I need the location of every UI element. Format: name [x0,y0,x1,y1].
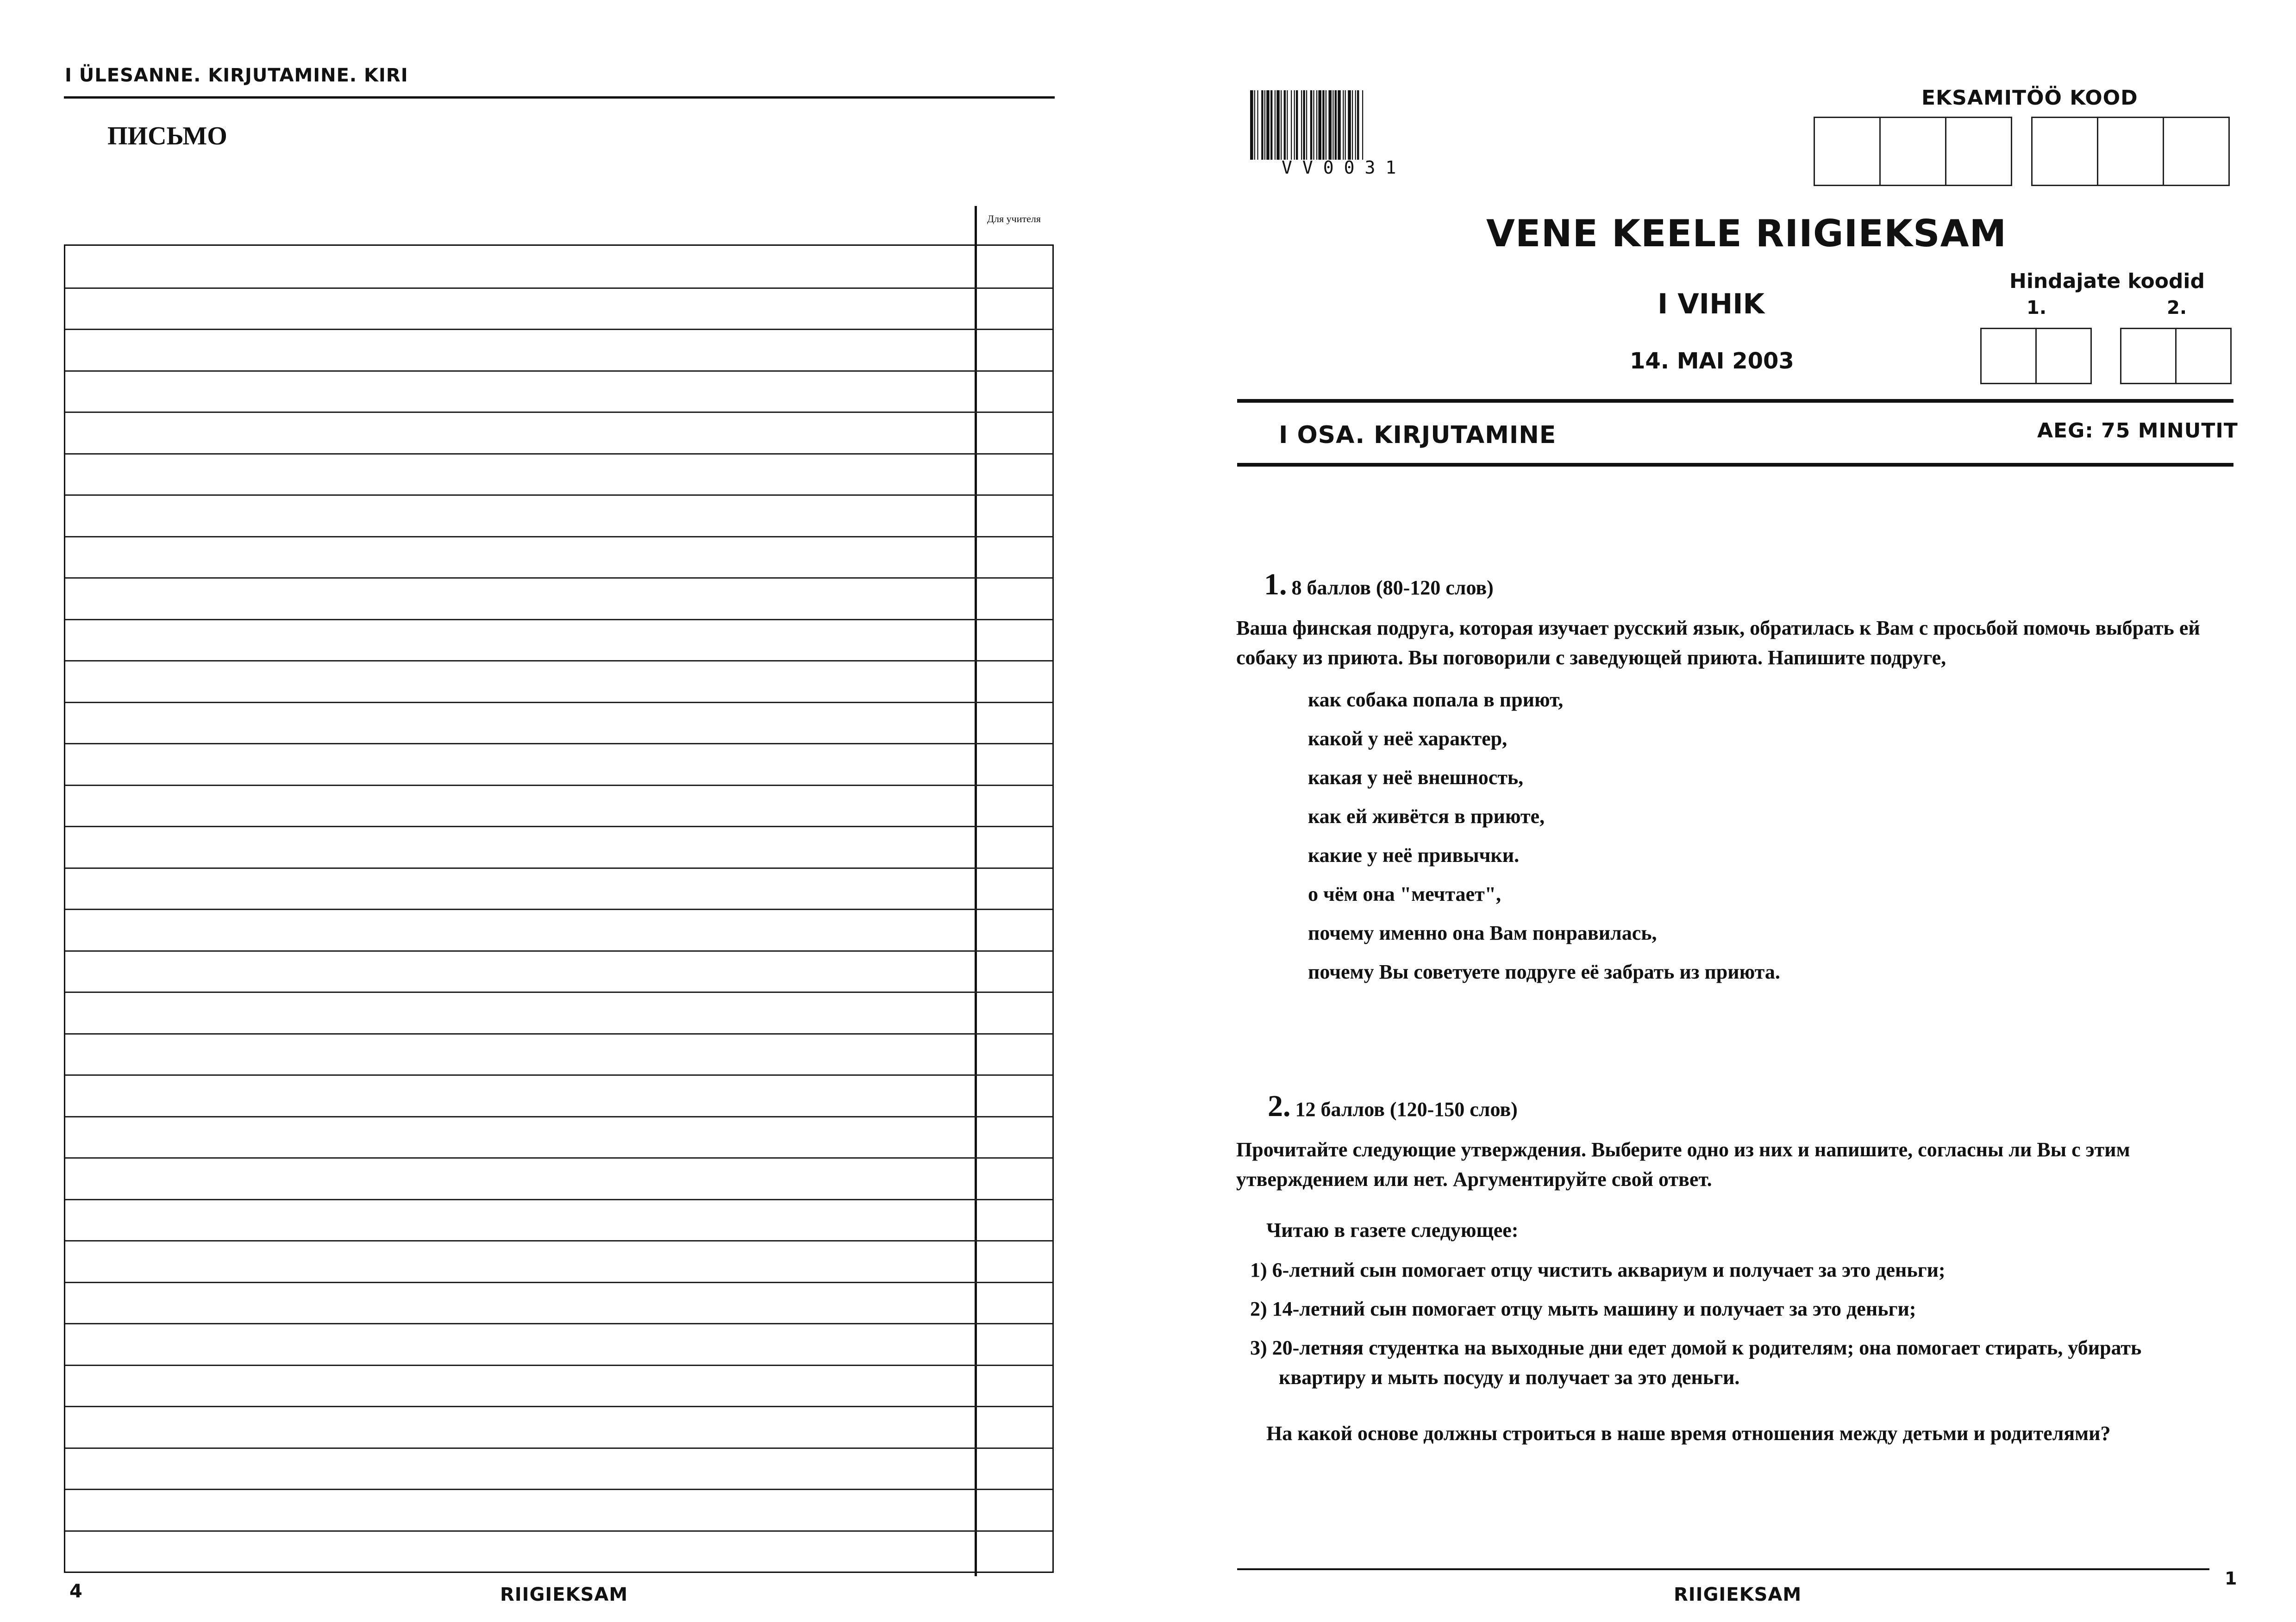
writing-line [65,743,1052,744]
barcode-bar [1275,90,1276,160]
writing-line [65,412,1052,413]
left-page-footer: RIIGIEKSAM [500,1584,628,1605]
task-1-item: о чём она "мечтает", [1308,883,1501,905]
right-page-footer: RIIGIEKSAM [1674,1584,1802,1605]
exam-code-box[interactable] [2097,117,2164,186]
barcode-bar [1294,90,1295,160]
writing-line [65,826,1052,827]
grader-codes-label: Hindajate koodid [2009,269,2205,293]
barcode-bar [1348,90,1351,160]
exam-code-boxes-right[interactable] [2033,117,2230,186]
grader-2-label: 2. [2167,297,2187,318]
barcode-bar [1261,90,1263,160]
task-1-item: какие у неё привычки. [1308,844,1520,867]
task-1-intro: Ваша финская подруга, которая изучает русский язык, обратилась к Вам с просьбой помочь выбрать ей собаку из приюта. Вы поговорили с заведующей приюта. Напишите подруге, [1236,617,2200,669]
task-2-statement: 2) 14-летний сын помогает отцу мыть машину и получает за это деньги; [1250,1298,1916,1320]
barcode-bar [1306,90,1307,160]
barcode-bar [1316,90,1317,160]
task-2-heading [1268,1089,1518,1124]
exam-code-box[interactable] [2031,117,2098,186]
writing-line [65,329,1052,330]
exam-code-box[interactable] [2163,117,2230,186]
task-1-item: почему Вы советуете подруге её забрать из приюта. [1308,961,1780,983]
section-rule-top [1237,399,2233,403]
writing-line [65,660,1052,661]
writing-line [65,785,1052,786]
writing-line [65,619,1052,620]
barcode-bar [1281,90,1282,160]
barcode-bar [1352,90,1353,160]
writing-line [65,1530,1052,1532]
barcode-bar [1257,90,1258,160]
barcode-bar [1287,90,1288,160]
writing-line [65,1033,1052,1035]
grader-2-boxes[interactable] [2121,328,2232,384]
writing-line [65,1489,1052,1490]
booklet-label: I VIHIK [1658,288,1765,320]
part-title: I OSA. KIRJUTAMINE [1279,421,1557,449]
barcode-bar [1254,90,1255,160]
barcode-bar [1328,90,1332,160]
barcode-bar [1338,90,1341,160]
barcode-bar [1335,90,1337,160]
writing-line [65,950,1052,952]
task-2-statements [1250,1255,2232,1402]
writing-line [65,494,1052,496]
task-2-statement: 3) 20-летняя студентка на выходные дни едет домой к родителям; она помогает стирать, убирать квартиру и мыть посуду и получает за это деньги. [1250,1336,2142,1389]
exam-code-boxes-left[interactable] [1815,117,2012,186]
barcode-bar [1291,90,1292,160]
task-1-number: 1. [1264,568,1287,601]
barcode-number: VV0031 [1282,157,1407,178]
barcode-bar [1303,90,1305,160]
exam-code-box[interactable] [1814,117,1881,186]
writing-line [65,1282,1052,1283]
writing-line [65,867,1052,869]
barcode-bar [1266,90,1270,160]
grader-code-box[interactable] [2175,328,2232,384]
barcode-bar [1270,90,1272,160]
section-rule-bottom [1237,463,2233,467]
header-rule [64,96,1055,99]
barcode-bar [1355,90,1356,160]
barcode-bar [1318,90,1321,160]
task-1-item: как ей живётся в приюте, [1308,805,1545,828]
writing-line [65,453,1052,455]
task-1-item: как собака попала в приют, [1308,688,1564,711]
barcode-bar [1264,90,1265,160]
exam-code-box[interactable] [1945,117,2012,186]
task-1-points: 8 баллов (80-120 слов) [1291,576,1494,599]
writing-line [65,1323,1052,1324]
barcode-bar [1357,90,1359,160]
barcode-bar [1296,90,1298,160]
exam-date: 14. MAI 2003 [1630,348,1794,374]
grader-code-box[interactable] [2035,328,2092,384]
writing-line [65,1199,1052,1200]
grader-code-box[interactable] [1980,328,2037,384]
right-page-number: 1 [2225,1568,2237,1589]
task-1-items [1308,680,1780,992]
letter-title: ПИСЬМО [107,122,227,150]
writing-line [65,536,1052,537]
task-2-reading-line: Читаю в газете следующее: [1266,1219,1519,1241]
task-2-statement: 1) 6-летний сын помогает отцу чистить аквариум и получает за это деньги; [1250,1259,1946,1281]
barcode-bar [1313,90,1314,160]
writing-line [65,577,1052,579]
left-page-header: I ÜLESANNE. KIRJUTAMINE. KIRI [65,65,408,86]
writing-line [65,1240,1052,1241]
barcode-bar [1343,90,1344,160]
writing-area[interactable] [64,244,1054,1573]
barcode-bar [1362,90,1363,160]
task-2-intro: Прочитайте следующие утверждения. Выберите одно из них и напишите, согласны ли Вы с этим утверждением или нет. Аргументируйте свой ответ. [1236,1138,2130,1191]
writing-line [65,1157,1052,1159]
writing-line [65,287,1052,289]
grader-1-label: 1. [2027,297,2047,318]
writing-line [65,1365,1052,1366]
writing-line [65,992,1052,993]
barcode-bar [1322,90,1324,160]
barcode [1250,90,1445,160]
time-limit: AEG: 75 MINUTIT [2037,419,2238,443]
grader-code-box[interactable] [2120,328,2177,384]
task-1-item: какая у неё внешность, [1308,766,1524,789]
task-1-heading [1264,567,1494,602]
barcode-bar [1276,90,1280,160]
footer-rule [1237,1568,2209,1570]
exam-code-box[interactable] [1879,117,1946,186]
task-1-item: почему именно она Вам понравилась, [1308,922,1657,944]
task-2-points: 12 баллов (120-150 слов) [1295,1098,1518,1121]
task-1-item: какой у неё характер, [1308,727,1508,750]
writing-line [65,1116,1052,1117]
grader-1-boxes[interactable] [1982,328,2092,384]
teacher-column-label: Для учителя [987,213,1041,225]
left-page-number: 4 [69,1581,82,1602]
exam-title: VENE KEELE RIIGIEKSAM [1486,212,2007,255]
exam-code-label: EKSAMITÖÖ KOOD [1921,86,2138,110]
barcode-bar [1345,90,1346,160]
barcode-bar [1284,90,1286,160]
writing-line [65,1074,1052,1076]
writing-line [65,1447,1052,1449]
barcode-bar [1310,90,1312,160]
writing-line [65,702,1052,703]
writing-line [65,909,1052,910]
writing-line [65,370,1052,372]
task-2-number: 2. [1268,1089,1291,1123]
writing-line [65,1406,1052,1407]
task-2-question: На какой основе должны строиться в наше время отношения между детьми и родителями? [1266,1422,2111,1445]
barcode-bar [1250,90,1253,160]
barcode-bar [1301,90,1302,160]
